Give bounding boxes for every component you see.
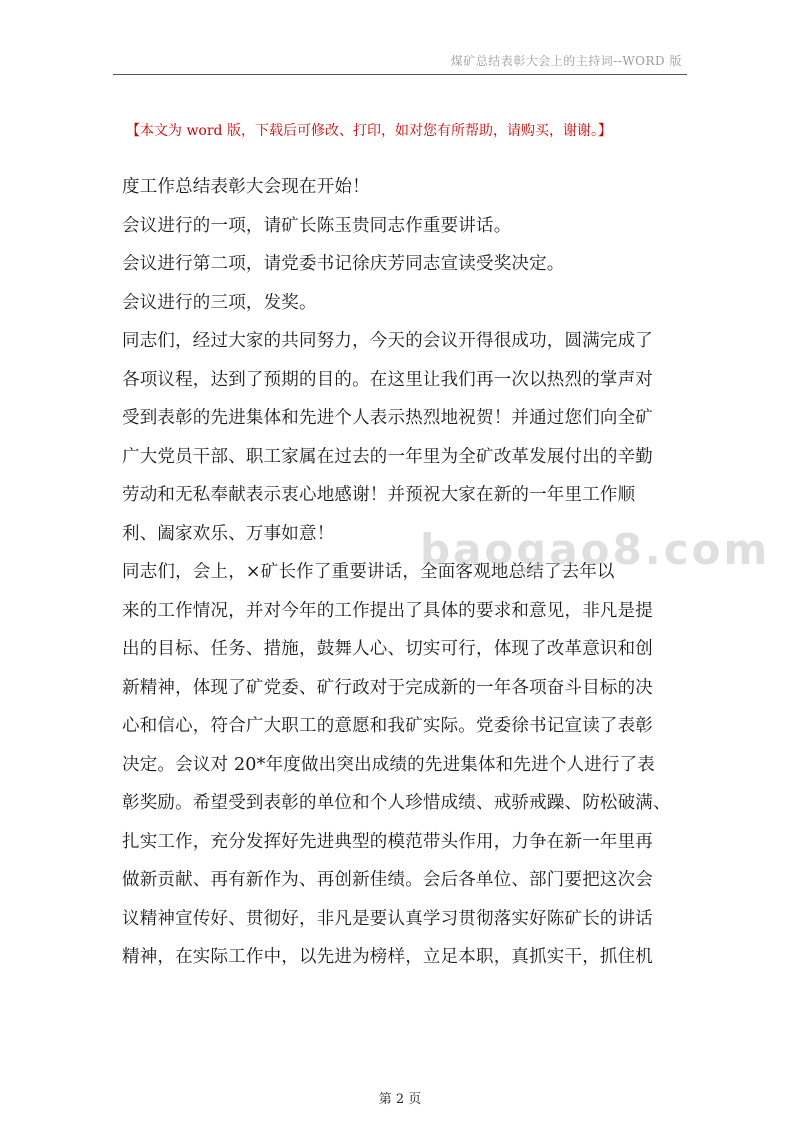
body-line: 同志们，经过大家的共同努力，今天的会议开得很成功，圆满完成了 bbox=[122, 331, 653, 351]
body-line: 心和信心，符合广大职工的意愿和我矿实际。党委徐书记宣读了表彰 bbox=[122, 716, 653, 736]
body-line: 扎实工作，充分发挥好先进典型的模范带头作用，力争在新一年里再 bbox=[122, 831, 653, 852]
body-line: 受到表彰的先进集体和先进个人表示热烈地祝贺！并通过您们向全矿 bbox=[122, 408, 653, 428]
body-line: 来的工作情况，并对今年的工作提出了具体的要求和意见，非凡是提 bbox=[122, 600, 653, 621]
watermark: baogao8.com bbox=[420, 525, 771, 574]
body-line: 广大党员干部、职工家属在过去的一年里为全矿改革发展付出的辛勤 bbox=[122, 446, 653, 467]
body-line: 度工作总结表彰大会现在开始！ bbox=[122, 177, 370, 197]
purchase-notice: 【本文为 word 版，下载后可修改、打印，如对您有所帮助，请购买，谢谢。】 bbox=[126, 123, 612, 139]
header-rule bbox=[113, 74, 687, 75]
body-line: 会议进行的一项，请矿长陈玉贵同志作重要讲话。 bbox=[122, 215, 512, 236]
body-line: 决定。会议对 20*年度做出突出成绩的先进集体和先进个人进行了表 bbox=[122, 754, 655, 775]
running-header: 煤矿总结表彰大会上的主持词--WORD 版 bbox=[450, 54, 682, 68]
body-line: 劳动和无私奉献表示衷心地感谢！并预祝大家在新的一年里工作顺 bbox=[122, 485, 636, 505]
body-line: 会议进行第二项，请党委书记徐庆芳同志宣读受奖决定。 bbox=[122, 254, 565, 274]
body-line: 新精神，体现了矿党委、矿行政对于完成新的一年各项奋斗目标的决 bbox=[122, 677, 653, 698]
body-line: 议精神宣传好、贯彻好，非凡是要认真学习贯彻落实好陈矿长的讲话 bbox=[122, 908, 653, 929]
body-line: 彰奖励。希望受到表彰的单位和个人珍惜成绩、戒骄戒躁、防松破满、 bbox=[122, 793, 671, 813]
body-line: 精神，在实际工作中，以先进为榜样，立足本职，真抓实干，抓住机 bbox=[122, 947, 653, 967]
page-number: 第 2 页 bbox=[378, 1092, 422, 1107]
body-line: 出的目标、任务、措施，鼓舞人心、切实可行，体现了改革意识和创 bbox=[122, 639, 653, 659]
body-line: 做新贡献、再有新作为、再创新佳绩。会后各单位、部门要把这次会 bbox=[122, 870, 653, 890]
body-line: 利、阖家欢乐、万事如意！ bbox=[122, 523, 335, 544]
body-line: 各项议程，达到了预期的目的。在这里让我们再一次以热烈的掌声对 bbox=[122, 369, 653, 390]
body-line: 会议进行的三项，发奖。 bbox=[122, 292, 317, 313]
body-line: 同志们，会上，×矿长作了重要讲话，全面客观地总结了去年以 bbox=[122, 562, 615, 582]
body-text bbox=[122, 168, 682, 977]
